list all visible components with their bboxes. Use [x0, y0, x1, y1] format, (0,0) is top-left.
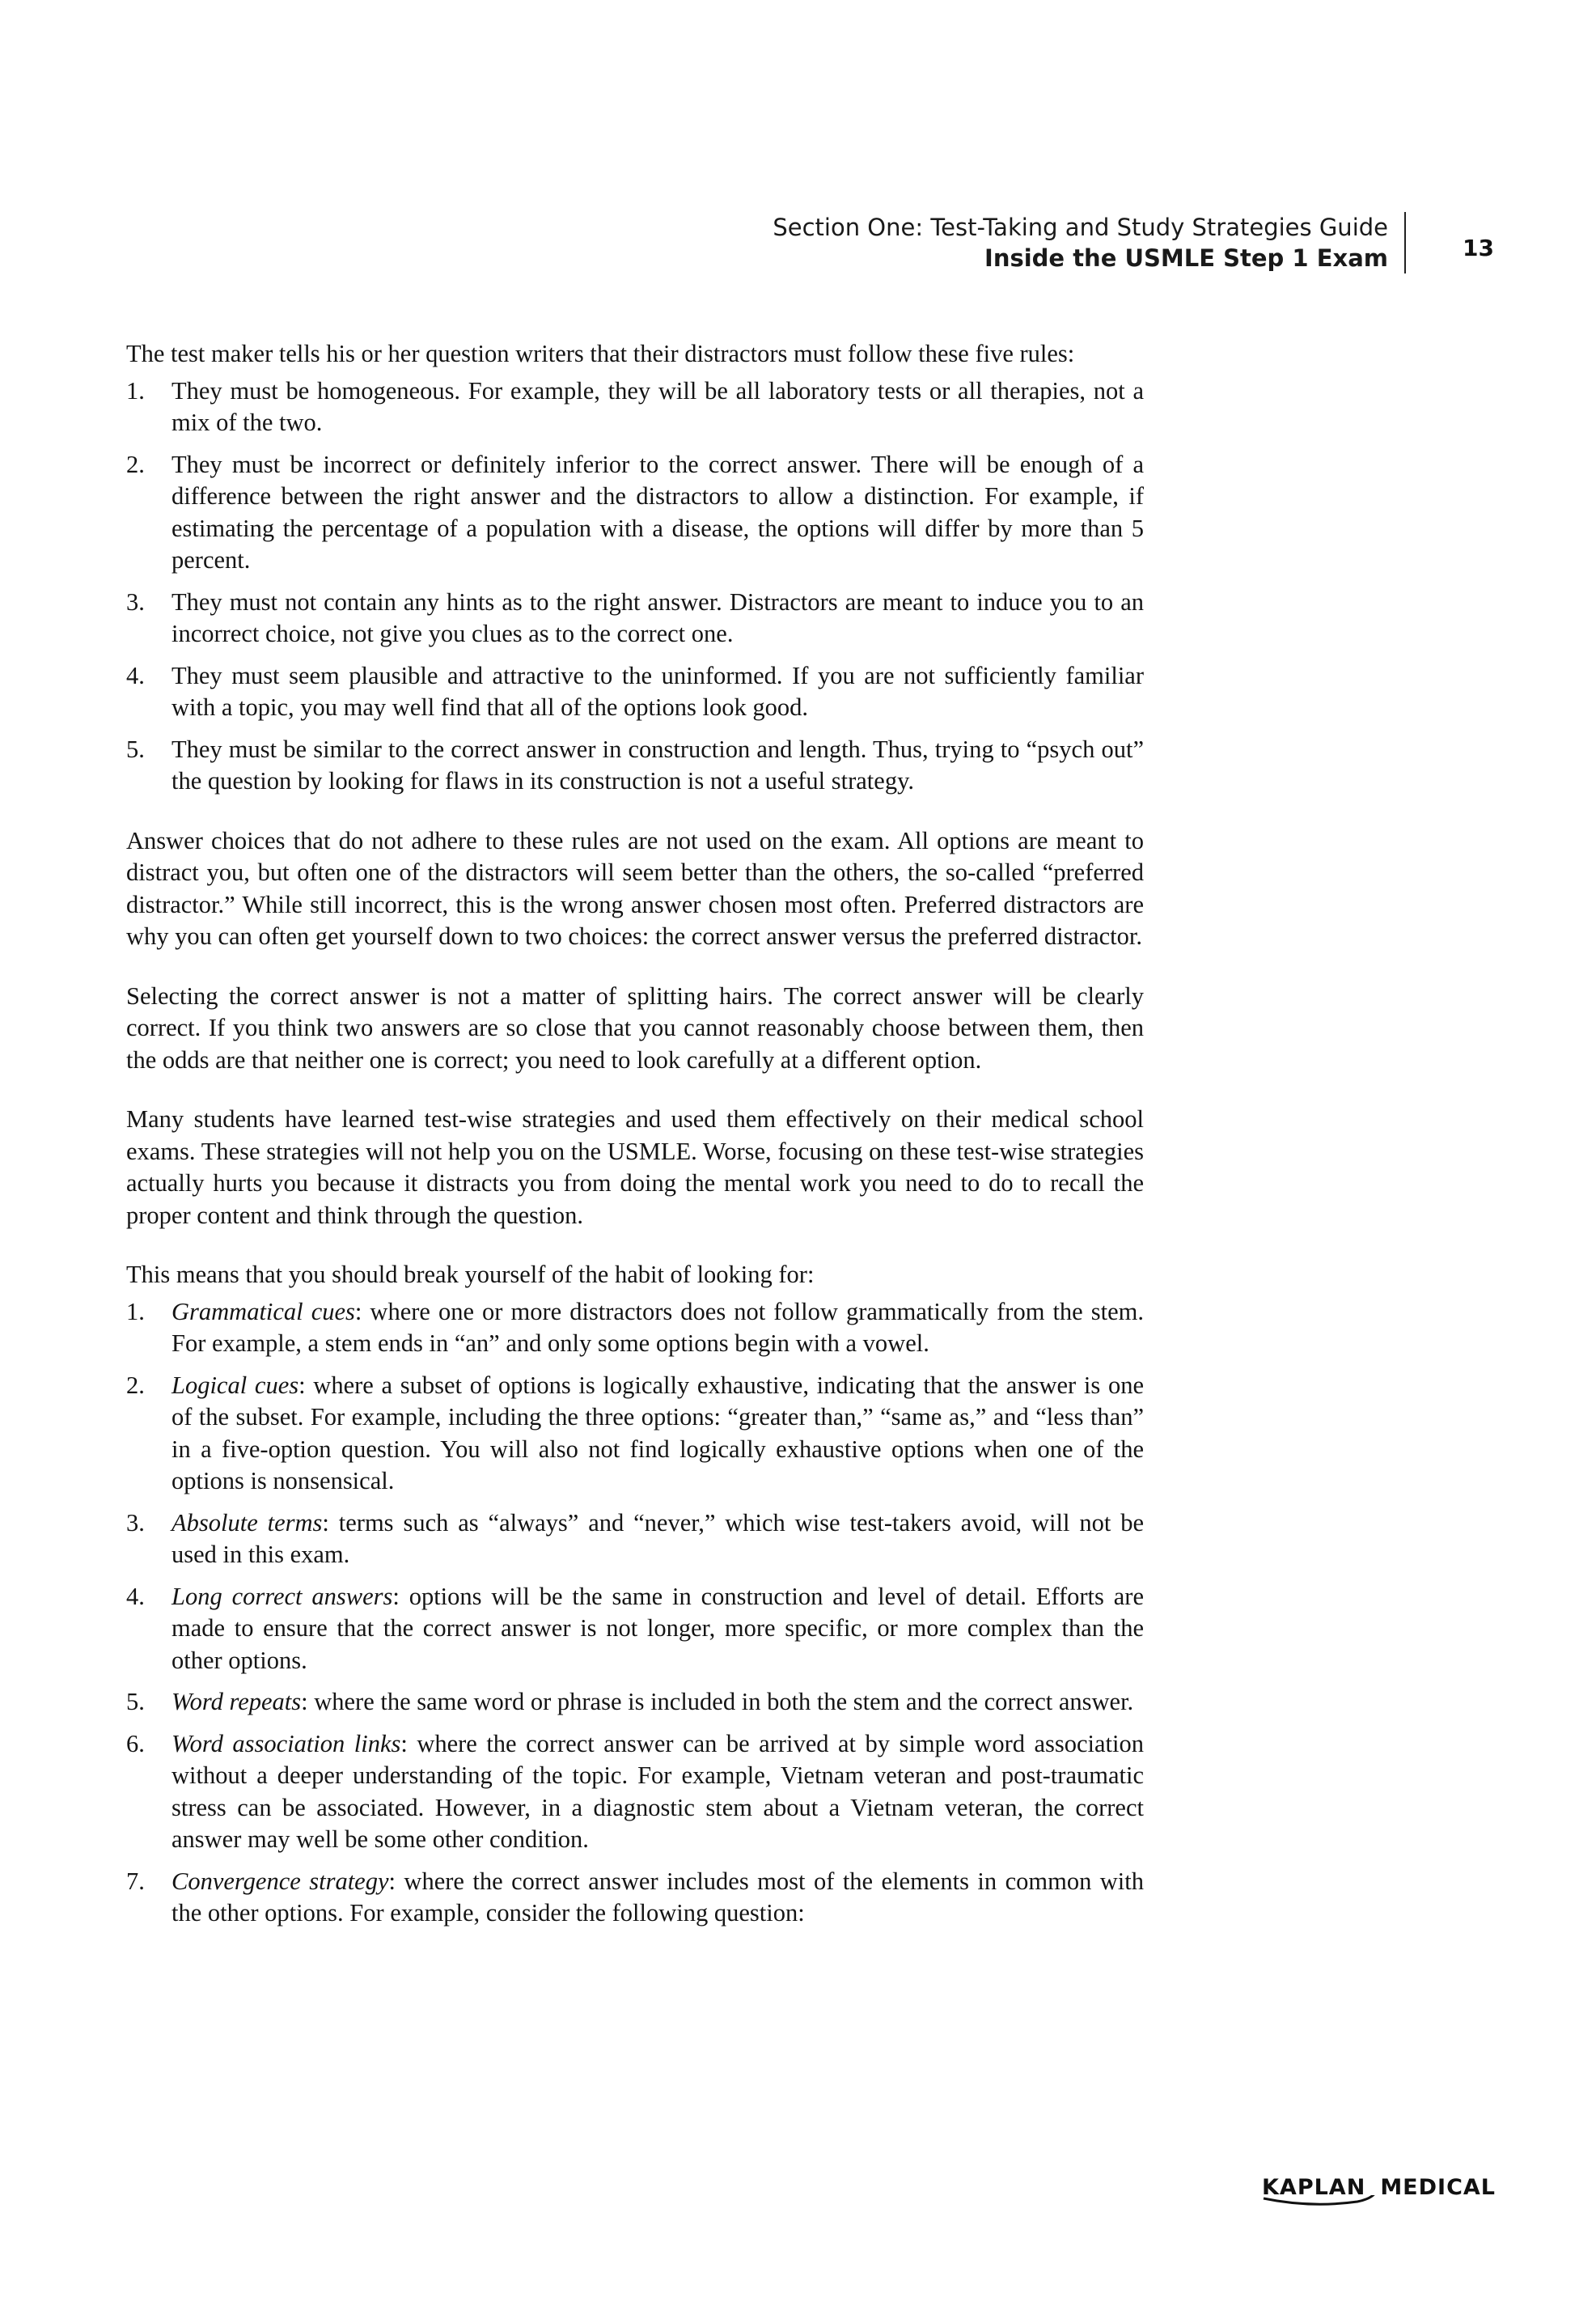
- list-item-term: Absolute terms: [171, 1508, 323, 1537]
- list-number: 4.: [126, 1582, 145, 1610]
- list-item-term: Convergence strategy: [171, 1867, 389, 1895]
- list-number: 4.: [126, 661, 145, 689]
- list-number: 2.: [126, 1371, 145, 1399]
- running-head-chapter: Inside the USMLE Step 1 Exam: [984, 244, 1388, 272]
- list-item: [126, 1581, 1144, 1677]
- list-item: [126, 1507, 1144, 1571]
- list-item-text: They must not contain any hints as to the right answer. Distractors are meant to induce you to an incorrect choice, not give you clues as to the correct one.: [171, 587, 1144, 647]
- list-number: 1.: [126, 1297, 145, 1325]
- list-item-term: Long correct answers: [171, 1582, 393, 1610]
- list-item: [126, 1686, 1144, 1719]
- rules-list: [126, 375, 1144, 798]
- list-item-term: Grammatical cues: [171, 1297, 355, 1325]
- logo-kaplan-wordmark: [1262, 2175, 1374, 2200]
- body-text: [126, 338, 1144, 1930]
- kaplan-medical-logo: [1262, 2175, 1496, 2200]
- list-item-term: Word association links: [171, 1729, 401, 1757]
- list-item-text: : where the same word or phrase is included in both the stem and the correct answer.: [301, 1688, 1134, 1715]
- paragraph: Selecting the correct answer is not a matter of splitting hairs. The correct answer will be clearly correct. If you think two answers are so close that you cannot reasonably choose between them, then the odds are that neither one is correct; you need to look carefully at a different option.: [126, 981, 1144, 1074]
- list-item-text: : where the correct answer includes most of the elements in common with the other options. For example, consider the following question:: [171, 1867, 1145, 1927]
- list-item-text: : terms such as “always” and “never,” which wise test-takers avoid, will not be used in this exam.: [171, 1508, 1144, 1568]
- running-head: [660, 212, 1406, 273]
- list-number: 1.: [126, 376, 145, 405]
- paragraph: Answer choices that do not adhere to these rules are not used on the exam. All options are meant to distract you, but often one of the distractors will seem better than the others, the so-called “preferred distractor.” While still incorrect, this is the wrong answer chosen most often. Preferred distractors are why you can often get yourself down to two choices: the correct answer versus the preferred distractor.: [126, 826, 1144, 950]
- list-number: 7.: [126, 1867, 145, 1895]
- running-head-section: Section One: Test-Taking and Study Strategies Guide: [773, 214, 1388, 241]
- page-number: 13: [1463, 235, 1494, 261]
- list-number: 5.: [126, 735, 145, 763]
- list-item: [126, 660, 1144, 724]
- list-item: [126, 449, 1144, 577]
- list-item-text: : where a subset of options is logically exhaustive, indicating that the answer is one of the subset. For example, including the three options: “greater than,” “same as,” and “less than” in a five-option question. You will also not find logically exhaustive options when one of the options is nonsensical.: [171, 1371, 1144, 1494]
- logo-swoosh-icon: [1262, 2195, 1383, 2211]
- list-number: 3.: [126, 1508, 145, 1537]
- list-number: 5.: [126, 1688, 145, 1715]
- list-item-text: : where one or more distractors does not follow grammatically from the stem. For example, a stem ends in “an” and only some options begin with a vowel.: [171, 1297, 1144, 1357]
- logo-medical-text: MEDICAL: [1380, 2175, 1496, 2200]
- list-item-text: : where the correct answer can be arrived at by simple word association without a deeper understanding of the topic. For example, Vietnam veteran and post-traumatic stress can be associated. However, in a diagnostic stem about a Vietnam veteran, the correct answer may well be some other condition.: [171, 1729, 1144, 1853]
- list-item: [126, 587, 1144, 651]
- cues-list: [126, 1296, 1144, 1930]
- logo-kaplan-text: KAPLAN: [1262, 2175, 1366, 2200]
- list-item: [126, 375, 1144, 439]
- list-item-text: They must seem plausible and attractive to the uninformed. If you are not sufficiently familiar with a topic, you may well find that all of the options look good.: [171, 661, 1144, 721]
- intro-paragraph: The test maker tells his or her question writers that their distractors must follow these five rules:: [126, 340, 1075, 367]
- list-number: 6.: [126, 1729, 145, 1757]
- paragraph: This means that you should break yourself of the habit of looking for:: [126, 1261, 815, 1288]
- list-item-text: : options will be the same in construction and level of detail. Efforts are made to ensure that the correct answer is not longer, more specific, or more complex than the other options.: [171, 1582, 1144, 1674]
- list-item: [126, 1370, 1144, 1498]
- list-item: [126, 734, 1144, 798]
- list-item-term: Word repeats: [171, 1688, 302, 1715]
- list-item-text: They must be incorrect or definitely inferior to the correct answer. There will be enough of a difference between the right answer and the distractors to allow a distinction. For example, if estimating the percentage of a population with a disease, the options will differ by more than 5 percent.: [171, 450, 1144, 574]
- list-item: [126, 1728, 1144, 1856]
- list-item: [126, 1866, 1144, 1930]
- list-item-term: Logical cues: [171, 1371, 299, 1399]
- list-number: 2.: [126, 450, 145, 478]
- list-number: 3.: [126, 587, 145, 616]
- list-item: [126, 1296, 1144, 1360]
- paragraph: Many students have learned test-wise strategies and used them effectively on their medical school exams. These strategies will not help you on the USMLE. Worse, focusing on these test-wise strategies actually hurts you because it distracts you from doing the mental work you need to do to recall the proper content and think through the question.: [126, 1105, 1144, 1229]
- list-item-text: They must be similar to the correct answer in construction and length. Thus, trying to “psych out” the question by looking for flaws in its construction is not a useful strategy.: [171, 735, 1144, 795]
- list-item-text: They must be homogeneous. For example, they will be all laboratory tests or all therapies, not a mix of the two.: [171, 376, 1144, 436]
